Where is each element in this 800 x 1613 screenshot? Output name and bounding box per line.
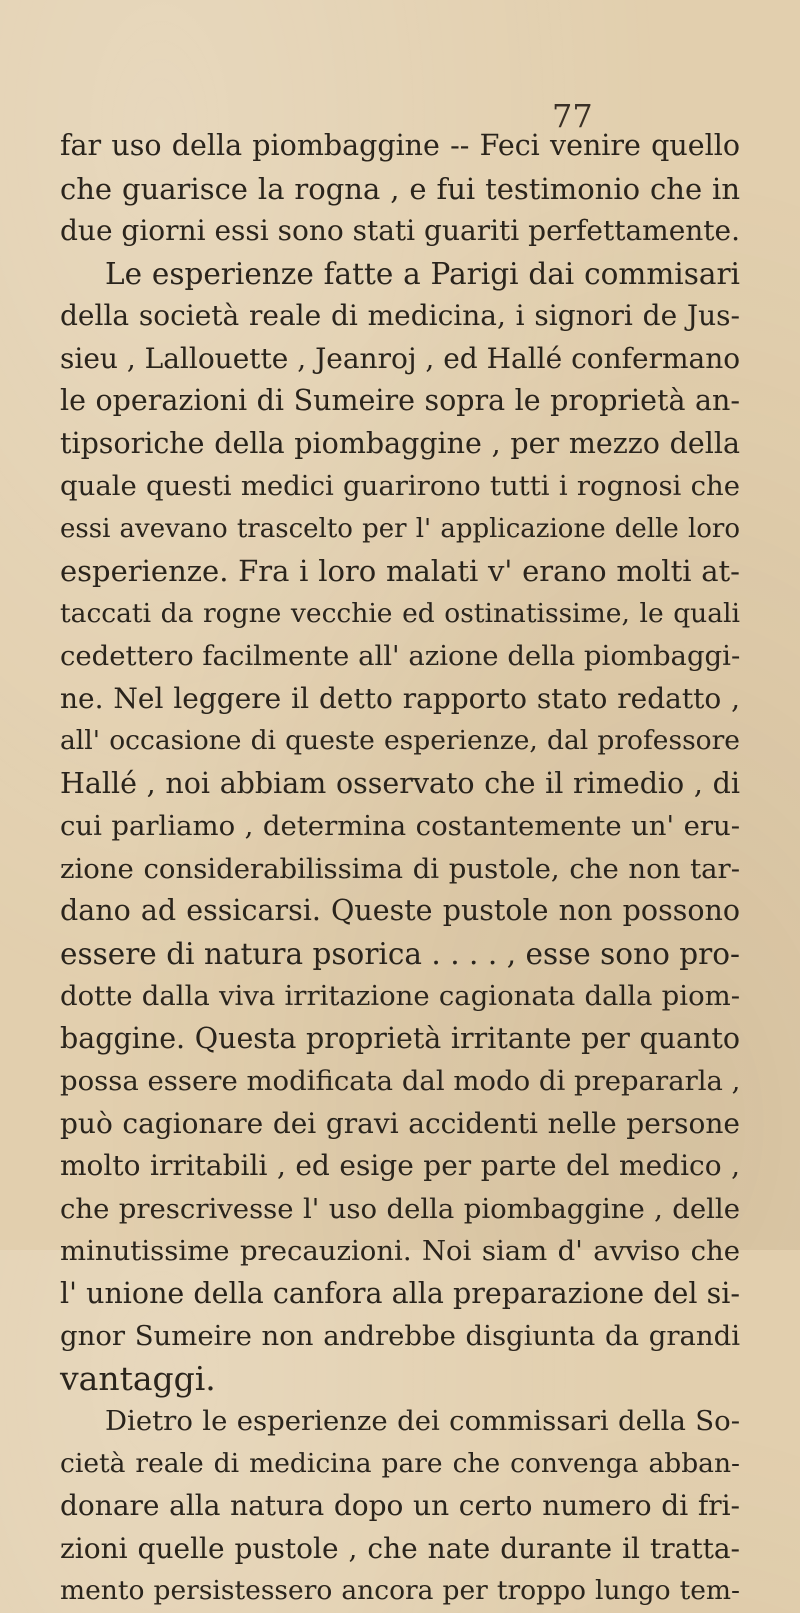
text-line: quale questi medici guarirono tutti i rognosi che <box>60 470 740 502</box>
text-line: possa essere modificata dal modo di prepararla , <box>60 1065 741 1097</box>
text-line: taccati da rogne vecchie ed ostinatissime, le quali <box>60 597 740 629</box>
text-line: essere di natura psorica . . . . , esse sono pro- <box>60 936 740 971</box>
text-line: far uso della piombaggine -- Feci venire quello <box>60 129 740 162</box>
text-line: all' occasione di queste esperienze, dal professore <box>60 725 740 756</box>
text-line: può cagionare dei gravi accidenti nelle persone <box>60 1106 740 1140</box>
text-line: tipsoriche della piombaggine , per mezzo della <box>60 426 740 460</box>
text-line: cedettero facilmente all' azione della piombaggi- <box>60 640 741 672</box>
text-line: molto irritabili , ed esige per parte del medico , <box>60 1149 740 1182</box>
text-line: sieu , Lallouette , Jeanroj , ed Hallé confermano <box>60 341 741 375</box>
text-line: ne. Nel leggere il detto rapporto stato redatto , <box>60 681 740 715</box>
text-line: dano ad essicarsi. Queste pustole non possono <box>60 894 740 927</box>
text-line: zione considerabilissima di pustole, che non tar- <box>60 852 740 885</box>
text-line: che guarisce la rogna , e fui testimonio che in <box>60 171 740 206</box>
text-line: due giorni essi sono stati guariti perfettamente. <box>60 214 741 247</box>
text-line: Dietro le esperienze dei commissari della So- <box>105 1405 740 1437</box>
text-line: cietà reale di medicina pare che convenga abban- <box>60 1447 740 1479</box>
text-line: mento persistessero ancora per troppo lungo tem- <box>60 1575 740 1606</box>
text-line: gnor Sumeire non andrebbe disgiunta da grandi <box>60 1320 740 1352</box>
text-line: che prescrivesse l' uso della piombaggine , delle <box>60 1192 740 1225</box>
text-line: l' unione della canfora alla preparazione del si- <box>60 1276 740 1310</box>
text-line: vantaggi. <box>60 1358 216 1398</box>
text-line: baggine. Questa proprietà irritante per quanto <box>60 1021 740 1055</box>
text-line: della società reale di medicina, i signori de Jus- <box>60 299 740 332</box>
page-number: 77 <box>552 97 593 135</box>
text-line: minutissime precauzioni. Noi siam d' avviso che <box>60 1235 740 1267</box>
text-line: essi avevano trascelto per l' applicazione delle loro <box>60 513 740 544</box>
text-line: donare alla natura dopo un certo numero di fri- <box>60 1489 740 1522</box>
text-line: dotte dalla viva irritazione cagionata dalla piom- <box>60 980 740 1012</box>
text-line: Hallé , noi abbiam osservato che il rimedio , di <box>60 766 740 800</box>
text-line: cui parliamo , determina costantemente un' eru- <box>60 810 740 842</box>
text-line: esperienze. Fra i loro malati v' erano molti at- <box>60 554 740 588</box>
text-line: Le esperienze fatte a Parigi dai commisari <box>105 256 740 291</box>
text-line: zioni quelle pustole , che nate durante il tratta- <box>60 1531 740 1565</box>
body-text <box>60 125 740 1613</box>
text-line: le operazioni di Sumeire sopra le proprietà an- <box>60 384 740 417</box>
